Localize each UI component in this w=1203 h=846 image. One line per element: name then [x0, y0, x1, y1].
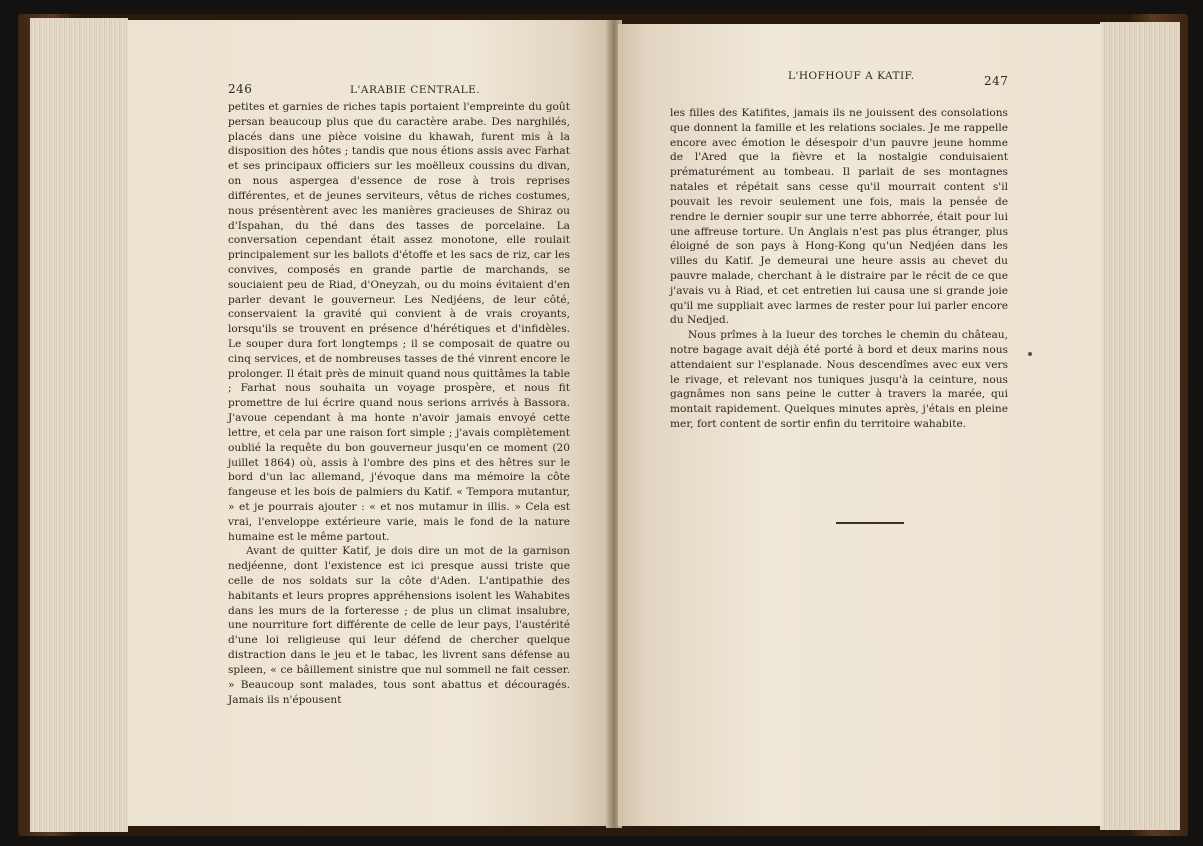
left-page-edges: [30, 18, 128, 832]
right-paragraph-2: Nous prîmes à la lueur des torches le chemin du château, notre bagage avait déjà été porté à bord et deux marins nous attendaient sur l'esplanade. Nous descendîmes avec eux vers le rivage, et relevant nos tuniques jusqu'à la ceinture, nous gagnâmes non sans peine le cutter à travers la marée, qui montait rapidement. Quelques minutes après, j'étais en pleine mer, fort content de sortir enfin du territoire wahabite.: [670, 329, 1008, 431]
left-paragraph-1: petites et garnies de riches tapis portaient l'empreinte du goût persan beaucoup plus que du caractère arabe. Des narghilés, placés dans une pièce voisine du khawah, furent mis à la disposition des hôtes ; tandis que nous étions assis avec Farhat et ses principaux officiers sur les moëlleux coussins du divan, on nous aspergea d'essence de rose à trois reprises différentes, et de jeunes serviteurs, vêtus de riches costumes, nous présentèrent avec les manières gracieuses de Shiraz ou d'Ispahan, du thé dans des tasses de porcelaine. La conversation cependant était assez monotone, elle roulait principalement sur les ballots d'étoffe et les sacs de riz, car les convives, composés en grande partie de marchands, se souciaient peu de Riad, d'Oneyzah, ou du moins évitaient d'en parler devant le gouverneur. Les Nedjéens, de leur côté, conservaient la gravité qui convient à de vrais croyants, lorsqu'ils se trouvent en présence d'hérétiques et d'infidèles. Le souper dura fort longtemps ; il se composait de quatre ou cinq services, et de nombreuses tasses de thé vinrent encore le prolonger. Il était près de minuit quand nous quittâmes la table ; Farhat nous souhaita un voyage prospère, et nous fit promettre de lui écrire quand nous serions arrivés à Bassora. J'avoue cependant à ma honte n'avoir jamais envoyé cette lettre, et cela par une raison fort simple ; j'avais complètement oublié la requête du bon gouverneur jusqu'en ce moment (20 juillet 1864) où, assis à l'ombre des pins et des hêtres sur le bord d'un lac allemand, j'évoque dans ma mémoire la côte fangeuse et les bois de palmiers du Katif. « Tempora mutantur, » et je pourrais ajouter : « et nos mutamur in illis. » Cela est vrai, l'enveloppe extérieure varie, mais le fond de la nature humaine est le même partout.: [228, 101, 570, 543]
end-rule: [836, 522, 904, 524]
right-page: [618, 24, 1102, 826]
right-page-body: [670, 106, 1008, 432]
left-page-number: 246: [228, 82, 253, 96]
left-page: [128, 20, 610, 826]
right-paragraph-1: les filles des Katifites, jamais ils ne jouissent des consolations que donnent la famille et les relations sociales. Je me rappelle encore avec émotion le désespoir d'un pauvre jeune homme de l'Ared que la fièvre et la nostalgie conduisaient prématurément au tombeau. Il parlait de ses montagnes natales et répétait sans cesse qu'il mourrait content s'il pouvait les revoir seulement une fois, mais la pensée de rendre le dernier soupir sur une terre abhorrée, était pour lui une affreuse torture. Un Anglais n'est pas plus étranger, plus éloigné de son pays à Hong-Kong qu'un Nedjéen dans les villes du Katif. Je demeurai une heure assis au chevet du pauvre malade, cherchant à le distraire par le récit de ce que j'avais vu à Riad, et cet entretien lui causa une si grande joie qu'il me suppliait avec larmes de rester pour lui parler encore du Nedjed.: [670, 107, 1008, 327]
right-page-edges: [1100, 22, 1180, 830]
right-page-number: 247: [984, 74, 1009, 88]
right-running-head: L'HOFHOUF A KATIF.: [788, 70, 915, 82]
left-page-body: [228, 100, 570, 707]
ink-speck: [1028, 352, 1032, 356]
left-running-head: L'ARABIE CENTRALE.: [350, 84, 481, 96]
left-paragraph-2: Avant de quitter Katif, je dois dire un mot de la garnison nedjéenne, dont l'existence est ici presque aussi triste que celle de nos soldats sur la côte d'Aden. L'antipathie des habitants et leurs propres appréhensions isolent les Wahabites dans les murs de la forteresse ; de plus un climat insalubre, une nourriture fort différente de celle de leur pays, l'austérité d'une loi religieuse qui leur défend de chercher quelque distraction dans le jeu et le tabac, les livrent sans défense au spleen, « ce bâillement sinistre que nul sommeil ne fait cesser. » Beaucoup sont malades, tous sont abattus et découragés. Jamais ils n'épousent: [228, 545, 570, 706]
